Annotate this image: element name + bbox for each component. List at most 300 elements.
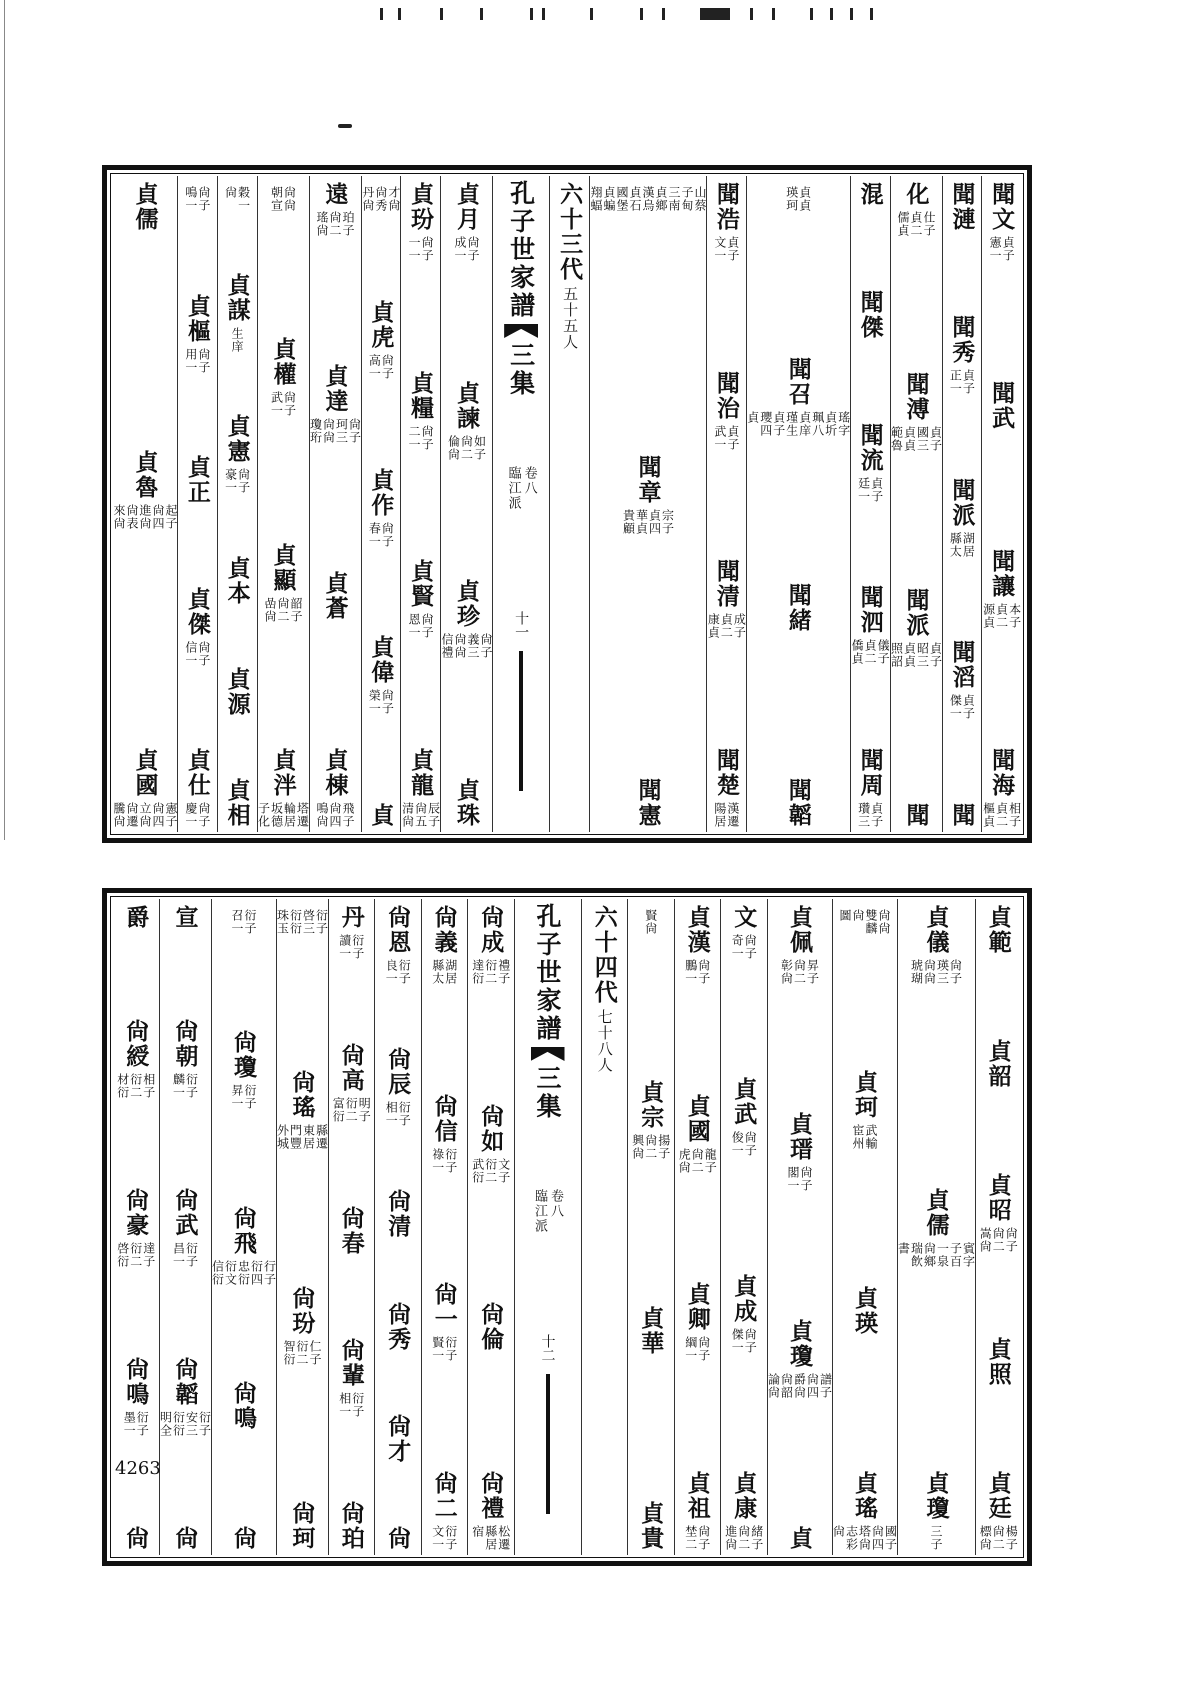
annotation-line: 本子 (1007, 603, 1022, 630)
annotation-line: 源貞 (981, 603, 996, 630)
annotation-line: 達衍 (470, 959, 485, 985)
annotation-line: 陽居 (712, 801, 727, 828)
annotation-block (787, 1166, 812, 1192)
annotation-block (173, 1242, 198, 1268)
annotation-line: 門豐 (288, 1124, 303, 1151)
person-name: 聞讓 (988, 549, 1016, 600)
annotation-line: 仁子 (308, 1339, 323, 1366)
annotation-line: 憲一 (988, 236, 1003, 262)
annotation-line: 貞 (745, 411, 760, 425)
annotation-line: 信一 (183, 640, 198, 667)
person-name: 貞虎 (367, 299, 395, 350)
annotation-line: 昭三 (915, 641, 930, 668)
annotation-line: 衍子 (443, 1524, 458, 1551)
annotation-line: 貞二 (719, 613, 734, 640)
annotation-line: 廷一 (856, 476, 871, 503)
annotation-line: 坂德 (269, 801, 284, 828)
annotation-block (714, 802, 739, 828)
annotation-line: 龍子 (703, 1147, 718, 1174)
annotation-line: 國三 (915, 426, 930, 453)
annotation-line: 信衍 (210, 1259, 225, 1286)
annotation-line: 珂三 (334, 418, 349, 444)
person-entry (982, 549, 1021, 629)
annotation-line: 範魯 (889, 426, 904, 453)
generation-count: 七十八人 (595, 1009, 614, 1073)
person-name: 貞瓊 (922, 1471, 950, 1521)
person-entry (976, 1039, 1022, 1089)
annotation-line: 尙子 (196, 640, 211, 667)
annotation-block (368, 354, 393, 380)
annotation-block (714, 425, 739, 451)
annotation-line: 尙表 (125, 504, 140, 530)
annotation-line: 縣太 (948, 531, 963, 558)
person-entry (401, 748, 440, 828)
annotation-line: 尙子 (196, 802, 211, 828)
annotation-line: 翔蝠 (589, 186, 603, 212)
annotation-block (432, 1525, 457, 1551)
annotation-line: 尙子 (479, 633, 494, 660)
person-name: 尙春 (337, 1205, 365, 1256)
annotation-block (277, 909, 328, 935)
person-entry (721, 1274, 767, 1354)
person-entry (468, 905, 514, 985)
person-entry (721, 1471, 767, 1551)
person-entry (218, 182, 257, 212)
person-name: 聞派 (948, 477, 976, 528)
annotation-line: 衍二 (128, 1073, 143, 1099)
annotation-line: 昌一 (171, 1242, 186, 1268)
annotation-line: 尙尙 (877, 909, 891, 935)
annotation-block (310, 418, 361, 444)
annotation-block (212, 1260, 276, 1286)
person-entry (707, 559, 746, 639)
person-name: 聞秀 (948, 314, 976, 365)
juan-branch-label (533, 1189, 562, 1234)
person-name: 貞賢 (407, 559, 435, 610)
person-entry (422, 1094, 468, 1174)
juan-label: 卷八 (548, 1189, 563, 1219)
person-name: 聞章 (634, 455, 662, 505)
annotation-block (685, 959, 710, 985)
annotation-line: 瓚三 (856, 802, 871, 828)
person-entry (178, 182, 217, 212)
generation-column (549, 176, 589, 832)
person-name: 尙輩 (337, 1338, 365, 1389)
annotation-block (339, 934, 364, 960)
annotation-line: 良一 (384, 959, 399, 985)
annotation-line: 騰尙 (112, 802, 127, 828)
person-entry (833, 905, 897, 935)
register-column (832, 899, 897, 1555)
annotation-line: 穀一 (236, 186, 251, 212)
annotation-line: 尙子 (696, 1524, 711, 1551)
annotation-line: 尙尙 (922, 959, 937, 985)
annotation-line: 彰尙 (779, 959, 794, 985)
person-entry (212, 1206, 276, 1286)
annotation-line: 松遷 (496, 1524, 511, 1551)
annotation-line: 春一 (367, 521, 382, 548)
annotation-block (432, 959, 457, 985)
annotation-line: 衍二 (483, 959, 498, 985)
person-entry (362, 300, 401, 380)
person-name: 貞瓊 (786, 1319, 813, 1369)
person-name: 尙飛 (230, 1205, 258, 1256)
annotation-block (891, 642, 942, 668)
annotation-line: 朝宣 (269, 186, 284, 212)
annotation-block (123, 1411, 148, 1437)
person-name: 尙秀 (384, 1301, 412, 1352)
annotation-line: 東居 (301, 1124, 316, 1151)
annotation-block (117, 1073, 155, 1099)
annotation-line: 尙二 (736, 1525, 751, 1551)
annotation-line: 賓字 (961, 1242, 976, 1268)
annotation-line: 明全 (158, 1411, 173, 1437)
annotation-block (983, 802, 1021, 828)
annotation-line: 尙子 (420, 613, 435, 640)
annotation-line: 用一 (183, 347, 198, 374)
person-entry (310, 182, 361, 237)
annotation-block (408, 236, 433, 262)
register-column (211, 899, 276, 1555)
person-entry (851, 423, 890, 503)
annotation-line: 一泉 (935, 1242, 950, 1268)
annotation-line: 衍子 (350, 934, 365, 960)
register-column (309, 176, 361, 832)
person-entry (218, 414, 257, 494)
person-name: 聞溥 (902, 372, 930, 423)
center-rule (519, 651, 523, 791)
person-entry (976, 1471, 1022, 1551)
person-entry (362, 182, 401, 212)
person-name: 貞昭 (984, 1173, 1012, 1223)
annotation-line: 瑛三 (935, 959, 950, 985)
annotation-block (911, 959, 962, 985)
person-entry (768, 905, 832, 985)
person-name: 貞祖 (683, 1470, 711, 1521)
person-name: 貞 (786, 1526, 813, 1551)
annotation-block (979, 1227, 1017, 1253)
annotation-line: 書 (896, 1242, 911, 1255)
annotation-block (949, 694, 974, 720)
annotation-block (685, 1336, 710, 1362)
annotation-line: 僑貞 (850, 639, 865, 666)
person-name: 尙倫 (477, 1302, 505, 1353)
annotation-block (368, 522, 393, 548)
annotation-block (185, 641, 210, 667)
person-name: 貞相 (223, 777, 251, 828)
person-name: 尙 (230, 1526, 258, 1551)
person-name: 尙清 (384, 1189, 412, 1240)
person-entry (590, 455, 706, 535)
annotation-line: 文一 (430, 1524, 445, 1551)
person-name: 尙朝 (171, 1019, 199, 1069)
center-title-column (492, 176, 549, 832)
annotation-line: 貞鄉 (654, 186, 668, 212)
annotation-line: 尙子 (196, 347, 211, 374)
annotation-line: 儀子 (876, 639, 891, 666)
annotation-line: 華貞 (634, 509, 649, 535)
person-entry (675, 1094, 721, 1174)
annotation-line: 尙子 (466, 236, 481, 262)
annotation-line: 尙子 (282, 391, 297, 418)
annotation-line: 尙二 (991, 1227, 1006, 1253)
annotation-line: 尙子 (420, 236, 435, 262)
annotation-line: 尙二 (991, 1525, 1006, 1551)
person-entry (747, 182, 850, 212)
annotation-line: 衍子 (443, 1336, 458, 1363)
annotation-line: 尙二 (643, 1134, 658, 1161)
person-name: 貞韶 (984, 1039, 1012, 1089)
person-entry (329, 1338, 375, 1418)
annotation-block (264, 597, 302, 623)
annotation-line: 貞子 (1001, 236, 1016, 262)
annotation-line: 尙子 (196, 186, 211, 212)
person-name: 聞周 (856, 748, 884, 798)
person-name: 貞諫 (453, 380, 481, 431)
register-column (746, 176, 850, 832)
person-name: 貞糧 (407, 370, 435, 421)
annotation-line: 衍四 (249, 1259, 264, 1286)
person-name: 尙義 (430, 905, 458, 955)
annotation-block (632, 1134, 670, 1160)
person-entry (628, 1306, 674, 1356)
annotation-block (402, 802, 440, 828)
annotation-block (408, 425, 433, 451)
annotation-line: 塔遷 (295, 801, 310, 828)
annotation-line: 興尙 (630, 1134, 645, 1161)
person-name: 尙豪 (122, 1188, 150, 1238)
person-name: 宣 (171, 905, 199, 930)
annotation-line: 貞貞 (902, 426, 917, 453)
person-name: 貞康 (730, 1471, 758, 1521)
person-entry (768, 1112, 832, 1192)
annotation-line: 忠衍 (236, 1259, 251, 1286)
annotation-line: 才尙 (386, 186, 401, 212)
person-name: 聞 (902, 802, 930, 828)
annotation-line: 進尙 (723, 1525, 738, 1551)
person-entry (468, 1302, 514, 1352)
annotation-block (852, 1124, 877, 1150)
annotation-line: 墨一 (122, 1411, 137, 1437)
person-entry (898, 1471, 975, 1551)
annotation-line: 昇一 (230, 1084, 245, 1111)
annotation-block (472, 1158, 510, 1184)
annotation-line: 貞二 (909, 211, 923, 237)
person-entry (212, 1526, 276, 1551)
person-name: 聞傑 (856, 289, 884, 340)
register-column (159, 899, 211, 1555)
person-entry (441, 182, 492, 262)
annotation-block (833, 1525, 897, 1551)
annotation-line: 生庠 (230, 327, 245, 354)
annotation-line: 尙二 (459, 434, 474, 461)
person-entry (675, 1282, 721, 1362)
annotation-line: 鳴一 (183, 186, 198, 212)
person-entry (160, 1019, 211, 1099)
annotation-line: 漢烏 (641, 186, 655, 212)
annotation-line: 衍子 (443, 1147, 458, 1174)
person-name: 聞海 (988, 747, 1016, 798)
person-name: 尙武 (171, 1188, 199, 1238)
annotation-line: 瓊珩 (308, 418, 323, 444)
annotation-line: 賢尙 (643, 909, 658, 935)
person-entry (976, 1173, 1022, 1253)
annotation-line: 衍子 (135, 1411, 150, 1437)
annotation-line: 閣一 (786, 1166, 800, 1192)
annotation-line: 尙子 (743, 1131, 758, 1157)
annotation-line: 尙 (223, 186, 238, 199)
person-entry (277, 1501, 328, 1551)
annotation-block (316, 802, 354, 828)
person-entry (747, 778, 850, 828)
annotation-line: 行子 (262, 1259, 277, 1286)
annotation-block (231, 909, 256, 935)
annotation-line: 相一 (384, 1101, 399, 1128)
annotation-line: 丹尙 (360, 186, 375, 212)
person-entry (277, 905, 328, 935)
person-name: 貞達 (321, 364, 349, 414)
annotation-line: 儒貞 (896, 211, 910, 237)
person-name: 尙珀 (337, 1501, 365, 1551)
person-entry (160, 905, 211, 930)
person-name: 聞泗 (856, 585, 884, 636)
volume-label: 三集 (533, 1065, 562, 1121)
person-entry (721, 1077, 767, 1157)
annotation-line: 衍子 (197, 1411, 212, 1437)
annotation-line: 貞子 (771, 411, 786, 438)
annotation-line: 縣遷 (314, 1124, 329, 1151)
person-entry (707, 371, 746, 451)
annotation-line: 武輸 (864, 1124, 878, 1151)
annotation-line: 尙鄉 (922, 1242, 937, 1268)
person-entry (943, 640, 982, 720)
person-entry (178, 587, 217, 667)
annotation-line: 尙子 (799, 1166, 813, 1192)
annotation-line: 衍子 (397, 959, 412, 985)
annotation-line: 尙二 (792, 959, 807, 985)
annotation-block (731, 1328, 756, 1354)
register-column (942, 176, 982, 832)
person-name: 貞範 (984, 905, 1012, 955)
annotation-line: 衍衍 (171, 1411, 186, 1437)
annotation-line: 貞貞 (797, 186, 812, 212)
annotation-line: 鵬一 (683, 959, 698, 985)
person-entry (943, 315, 982, 395)
person-entry (851, 585, 890, 665)
annotation-line: 智衍 (282, 1339, 297, 1366)
register-column (627, 899, 674, 1555)
annotation-line: 貞圻 (823, 411, 838, 438)
person-name: 聞 (948, 803, 976, 828)
annotation-line: 湖居 (961, 531, 976, 558)
annotation-line: 安三 (184, 1411, 199, 1437)
annotation-block (231, 327, 243, 353)
person-name: 聞楚 (712, 747, 740, 798)
person-entry (113, 748, 177, 828)
person-name: 貞珂 (851, 1070, 878, 1121)
annotation-line: 楊子 (1004, 1525, 1019, 1551)
annotation-line: 譜子 (818, 1373, 833, 1399)
person-name: 聞文 (988, 182, 1016, 232)
annotation-block (113, 802, 177, 828)
top-edge-marks (380, 8, 940, 22)
annotation-line: 爵尙 (792, 1373, 807, 1399)
annotation-line: 尙五 (413, 801, 428, 828)
annotation-line: 衍子 (397, 1101, 412, 1128)
annotation-block (851, 639, 889, 665)
annotation-line: 武一 (269, 391, 284, 418)
annotation-line: 啓衍 (115, 1242, 130, 1268)
person-name: 貞魯 (131, 450, 159, 500)
person-entry (898, 905, 975, 985)
person-name: 尙恩 (384, 905, 412, 955)
annotation-block (408, 613, 433, 639)
annotation-line: 湖居 (443, 959, 458, 985)
annotation-line: 相子 (1007, 801, 1022, 828)
annotation-line: 輪居 (282, 801, 297, 828)
annotation-line: 虎尙 (677, 1147, 692, 1174)
person-name: 聞清 (712, 559, 740, 610)
annotation-line: 衍衍 (288, 909, 303, 935)
annotation-line: 成一 (453, 236, 468, 262)
register-column (276, 899, 328, 1555)
annotation-line: 漢遷 (725, 801, 740, 828)
annotation-line: 辰子 (426, 801, 441, 828)
person-entry (113, 1188, 159, 1268)
annotation-line: 志彩 (844, 1524, 859, 1551)
book-title: 孔子世家譜 (506, 180, 536, 320)
person-entry (468, 1471, 514, 1551)
annotation-block (781, 959, 819, 985)
annotation-line: 國堡 (615, 186, 629, 212)
annotation-line: 明子 (357, 1096, 372, 1123)
annotation-block (731, 934, 756, 960)
person-entry (943, 803, 982, 828)
annotation-line: 仕子 (922, 211, 936, 237)
annotation-block (316, 211, 354, 237)
annotation-line: 衍子 (350, 1392, 365, 1419)
annotation-line: 照詔 (889, 641, 904, 668)
person-name: 聞浩 (712, 182, 740, 232)
annotation-block (225, 468, 250, 494)
annotation-line: 禮子 (496, 959, 511, 985)
person-name: 貞謀 (223, 273, 251, 324)
person-name: 尙瓊 (230, 1030, 258, 1081)
annotation-block (839, 909, 890, 935)
person-entry (362, 803, 401, 828)
person-entry (375, 1302, 421, 1352)
annotation-line: 三子 (929, 1525, 943, 1551)
annotation-block (362, 186, 400, 212)
annotation-block (623, 509, 674, 535)
person-entry (422, 905, 468, 985)
annotation-line: 縣居 (483, 1524, 498, 1551)
annotation-line: 啓三 (301, 909, 316, 935)
person-name: 貞憲 (223, 414, 251, 465)
register-column (767, 899, 832, 1555)
person-entry (178, 455, 217, 505)
person-name: 貞卿 (683, 1282, 711, 1333)
annotation-block (160, 1411, 211, 1437)
annotation-line: 雙麟 (864, 909, 878, 935)
annotation-line: 鳴尙 (315, 802, 330, 828)
annotation-line: 衍子 (184, 1242, 199, 1268)
person-name: 貞仕 (183, 748, 211, 798)
annotation-block (283, 1340, 321, 1366)
annotation-block (949, 532, 974, 558)
person-name: 尙 (384, 1525, 412, 1551)
annotation-line: 三南 (667, 186, 681, 212)
